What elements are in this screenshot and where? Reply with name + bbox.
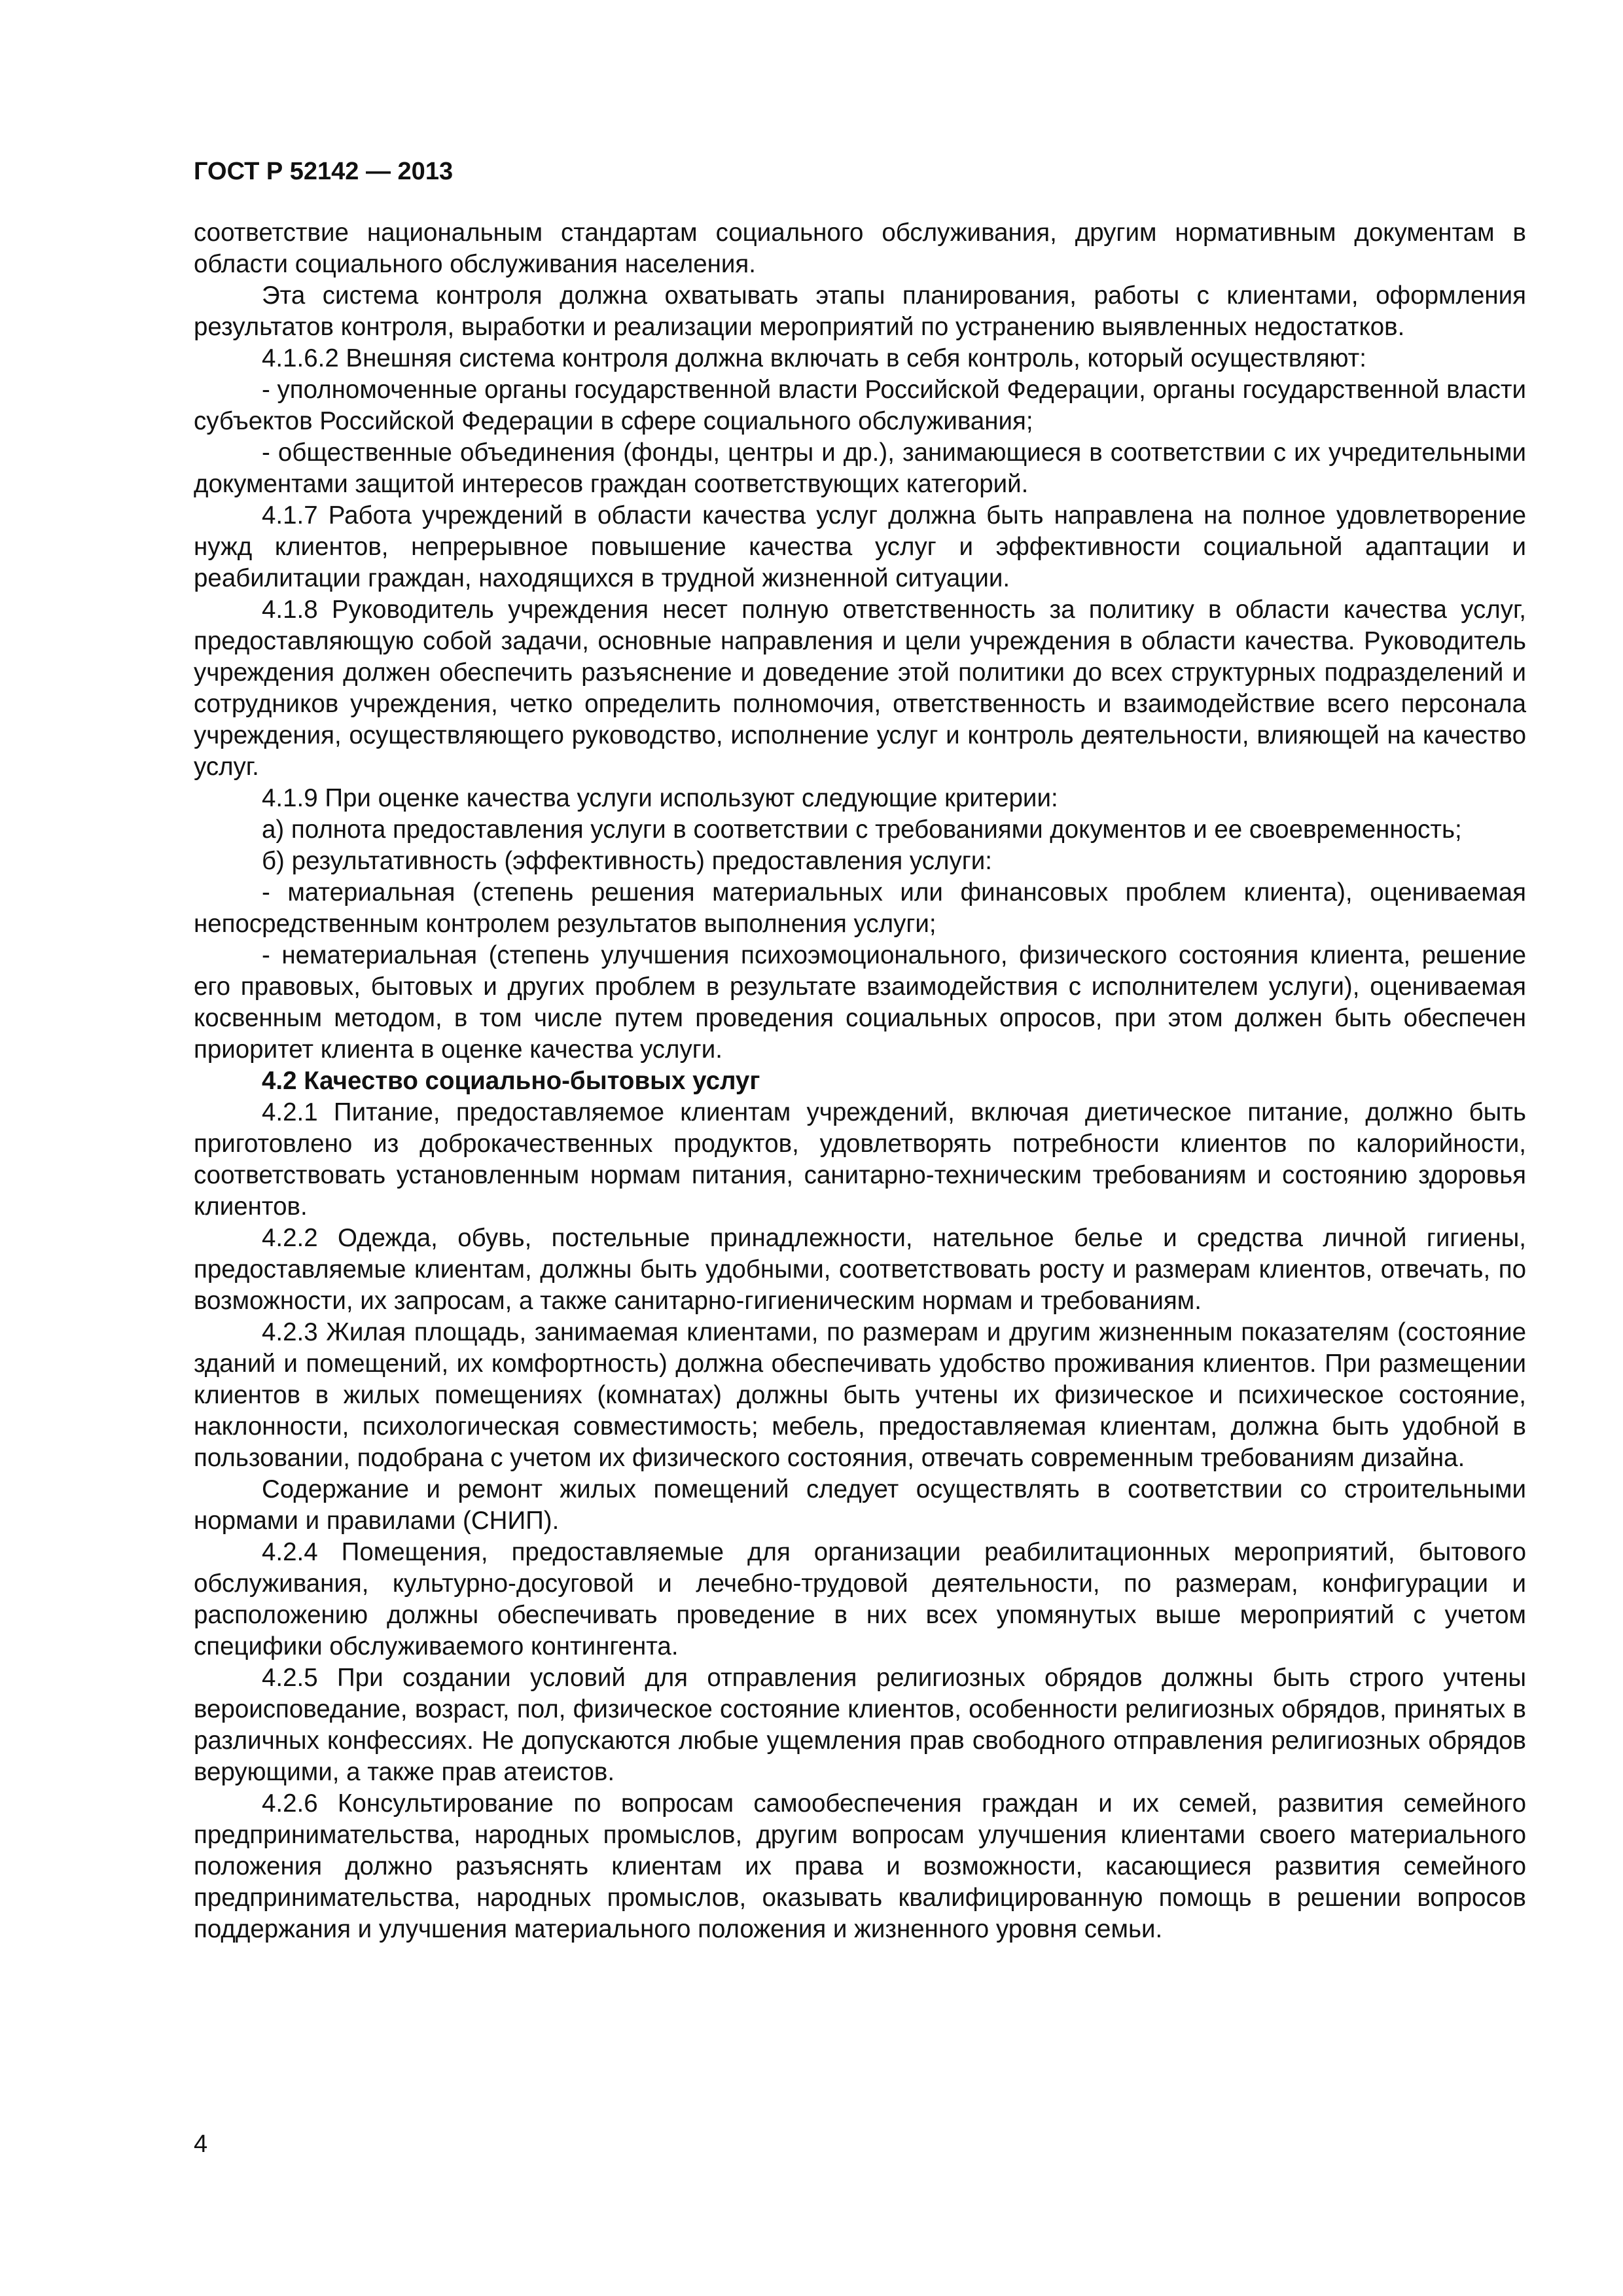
list-item: а) полнота предоставления услуги в соответствии с требованиями документов и ее своевременность; — [262, 816, 1462, 844]
paragraph: Эта система контроля должна охватывать этапы планирования, работы с клиентами, оформления результатов контроля, выработки и реализации мероприятий по устранению выявленных недостатков. — [194, 281, 1526, 341]
paragraph: 4.2.5 При создании условий для отправления религиозных обрядов должны быть строго учтены вероисповедание, возраст, пол, физическое состояние клиентов, особенности религиозных обрядов, принятых в различных конфессиях. Не допускаются любые ущемления прав свободного отправления религиозных обрядов верующими, а также прав атеистов. — [194, 1664, 1526, 1786]
paragraph: 4.2.6 Консультирование по вопросам самообеспечения граждан и их семей, развития семейного предпринимательства, народных промыслов, другим вопросам улучшения клиентами своего материального положения должно разъяснять клиентам их права и возможности, касающиеся развития семейного предпринимательства, народных промыслов, оказывать квалифицированную помощь в решении вопросов поддержания и улучшения материального положения и жизненного уровня семьи. — [194, 1789, 1526, 1943]
paragraph: 4.1.7 Работа учреждений в области качества услуг должна быть направлена на полное удовлетворение нужд клиентов, непрерывное повышение качества услуг и эффективности социальной адаптации и реабилитации граждан, находящихся в трудной жизненной ситуации. — [194, 501, 1526, 592]
paragraph: 4.2.3 Жилая площадь, занимаемая клиентами, по размерам и другим жизненным показателям (состояние зданий и помещений, их комфортность) должна обеспечивать удобство проживания клиентов. При размещении клиентов в жилых помещениях (комнатах) должны быть учтены их физическое и психическое состояние, наклонности, психологическая совместимость; мебель, предоставляемая клиентам, должна быть удобной в пользовании, подобрана с учетом их физического состояния, отвечать современным требованиям дизайна. — [194, 1318, 1526, 1472]
paragraph: 4.2.4 Помещения, предоставляемые для организации реабилитационных мероприятий, бытового обслуживания, культурно-досуговой и лечебно-трудовой деятельности, по размерам, конфигурации и расположению должны обеспечивать проведение в них всех упомянутых выше мероприятий с учетом специфики обслуживаемого контингента. — [194, 1538, 1526, 1660]
paragraph: Содержание и ремонт жилых помещений следует осуществлять в соответствии со строительными нормами и правилами (СНИП). — [194, 1475, 1526, 1535]
section-heading: 4.2 Качество социально-бытовых услуг — [262, 1067, 760, 1095]
paragraph: 4.2.1 Питание, предоставляемое клиентам учреждений, включая диетическое питание, должно быть приготовлено из доброкачественных продуктов, удовлетворять потребности клиентов по калорийности, соответствовать установленным нормам питания, санитарно-техническим требованиям и состоянию здоровья клиентов. — [194, 1098, 1526, 1221]
paragraph: 4.1.9 При оценке качества услуги используют следующие критерии: — [262, 784, 1058, 812]
list-item: - общественные объединения (фонды, центры и др.), занимающиеся в соответствии с их учредительными документами защитой интересов граждан соответствующих категорий. — [194, 439, 1526, 498]
paragraph: 4.1.6.2 Внешняя система контроля должна включать в себя контроль, который осуществляют: — [262, 344, 1366, 372]
list-item: - уполномоченные органы государственной власти Российской Федерации, органы государственной власти субъектов Российской Федерации в сфере социального обслуживания; — [194, 376, 1526, 435]
list-item: - материальная (степень решения материальных или финансовых проблем клиента), оцениваемая непосредственным контролем результатов выполнения услуги; — [194, 878, 1526, 938]
body-text — [194, 217, 1526, 1945]
paragraph: 4.2.2 Одежда, обувь, постельные принадлежности, нательное белье и средства личной гигиены, предоставляемые клиентам, должны быть удобными, соответствовать росту и размерам клиентов, отвечать, по возможности, их запросам, а также санитарно-гигиеническим нормам и требованиям. — [194, 1224, 1526, 1315]
standard-title: ГОСТ Р 52142 — 2013 — [194, 158, 454, 185]
list-item: б) результативность (эффективность) предоставления услуги: — [262, 847, 992, 875]
paragraph: соответствие национальным стандартам социального обслуживания, другим нормативным документам в области социального обслуживания населения. — [194, 219, 1526, 278]
list-item: - нематериальная (степень улучшения психоэмоционального, физического состояния клиента, решение его правовых, бытовых и других проблем в результате взаимодействия с исполнителем услуги), оцениваемая косвенным методом, в том числе путем проведения социальных опросов, при этом должен быть обеспечен приоритет клиента в оценке качества услуги. — [194, 941, 1526, 1064]
paragraph: 4.1.8 Руководитель учреждения несет полную ответственность за политику в области качества услуг, предоставляющую собой задачи, основные направления и цели учреждения в области качества. Руководитель учреждения должен обеспечить разъяснение и доведение этой политики до всех структурных подразделений и сотрудников учреждения, четко определить полномочия, ответственность и взаимодействие всего персонала учреждения, осуществляющего руководство, исполнение услуг и контроль деятельности, влияющей на качество услуг. — [194, 596, 1526, 781]
page-number: 4 — [194, 2130, 208, 2158]
